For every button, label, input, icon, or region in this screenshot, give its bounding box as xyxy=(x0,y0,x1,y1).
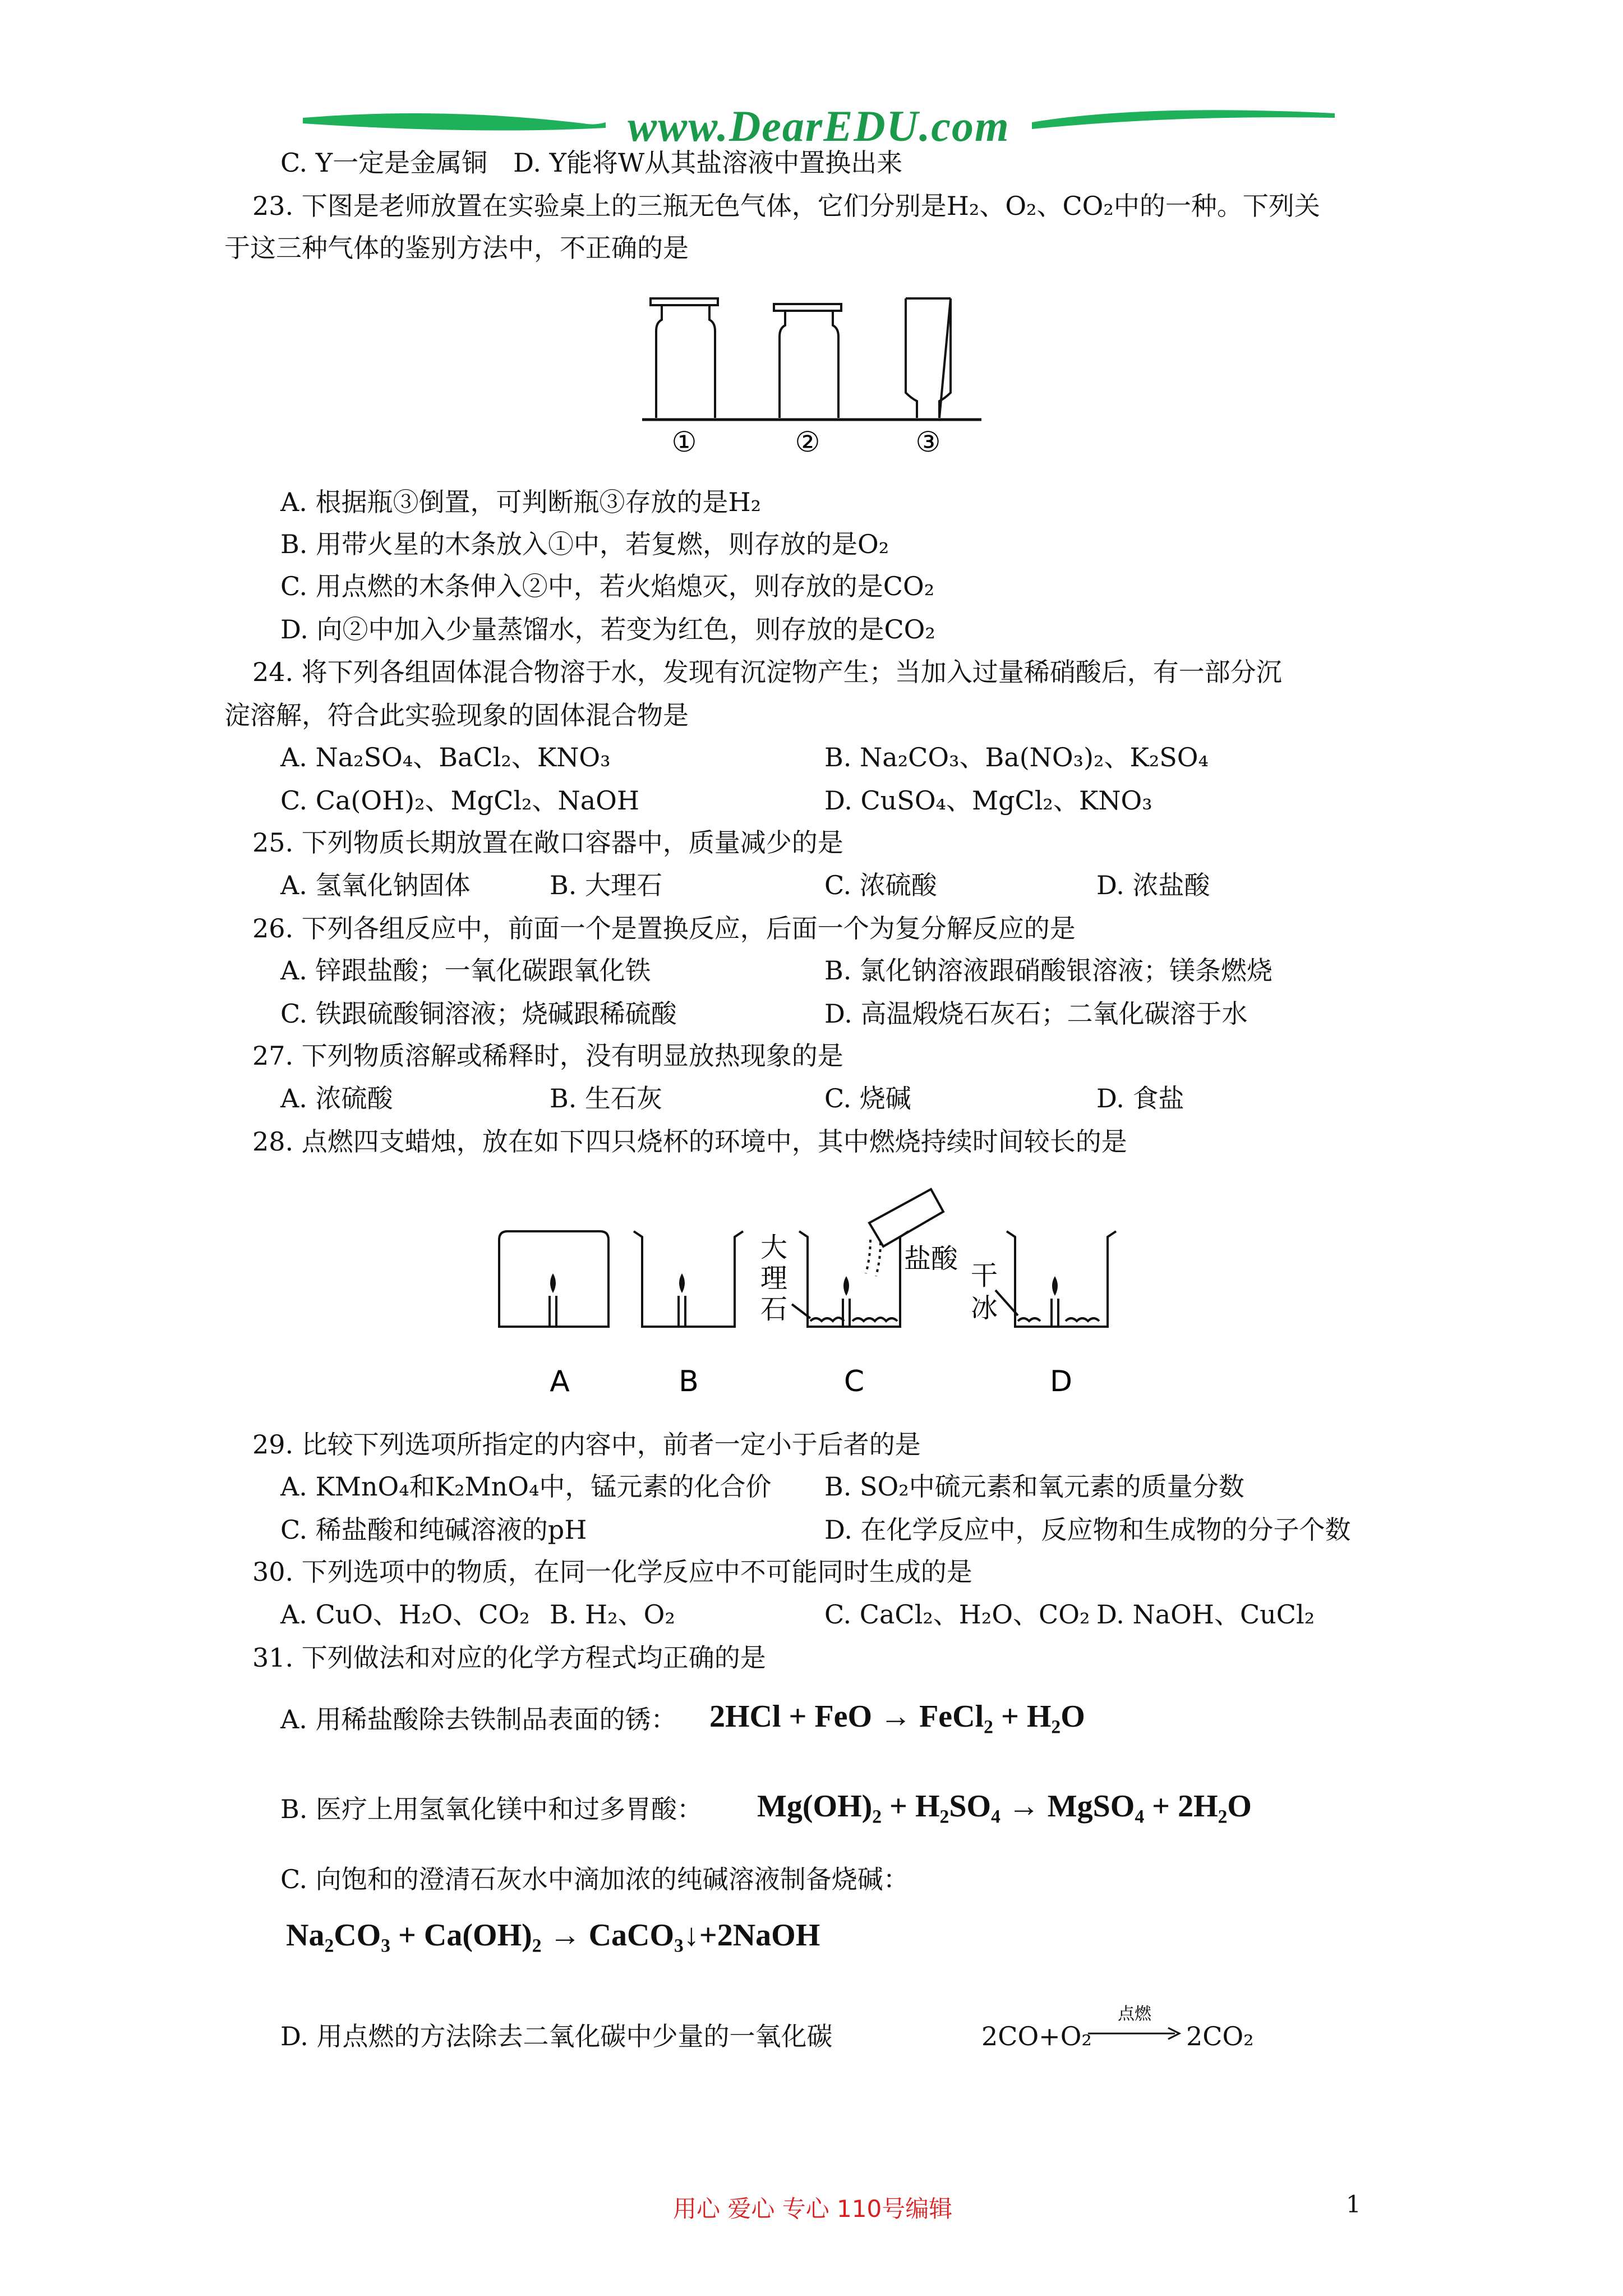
q26-stem: 26. 下列各组反应中，前面一个是置换反应，后面一个为复分解反应的是 xyxy=(252,913,1076,944)
beaker-label-c: C xyxy=(843,1365,865,1398)
q24-option-b: B. Na₂CO₃、Ba(NO₃)₂、K₂SO₄ xyxy=(824,742,1209,772)
beaker-label-b: B xyxy=(679,1365,699,1398)
footer-text: 用心 爱心 专心 110号编辑 xyxy=(673,2195,953,2223)
q27-option-b: B. 生石灰 xyxy=(550,1083,663,1114)
q26-option-d: D. 高温煅烧石灰石；二氧化碳溶于水 xyxy=(824,999,1248,1029)
q26-option-b: B. 氯化钠溶液跟硝酸银溶液；镁条燃烧 xyxy=(824,955,1273,986)
q23-option-c: C. 用点燃的木条伸入②中，若火焰熄灭，则存放的是CO₂ xyxy=(280,571,935,601)
q26-option-a: A. 锌跟盐酸；一氧化碳跟氧化铁 xyxy=(280,955,651,986)
q23-option-a: A. 根据瓶③倒置，可判断瓶③存放的是H₂ xyxy=(280,487,762,517)
q29-option-c: C. 稀盐酸和纯碱溶液的pH xyxy=(280,1515,587,1545)
page-number: 1 xyxy=(1346,2191,1361,2218)
bottle-label-1: ① xyxy=(671,426,697,458)
q31-option-b: B. 医疗上用氢氧化镁中和过多胃酸： xyxy=(280,1794,703,1824)
q25-option-b: B. 大理石 xyxy=(550,870,663,900)
q27-option-c: C. 烧碱 xyxy=(824,1083,911,1114)
candle-beakers-figure xyxy=(488,1184,1138,1402)
reaction-arrow xyxy=(1085,2003,1183,2047)
q25-option-c: C. 浓硫酸 xyxy=(824,870,937,900)
q25-option-d: D. 浓盐酸 xyxy=(1096,870,1210,900)
q27-stem: 27. 下列物质溶解或稀释时，没有明显放热现象的是 xyxy=(252,1041,843,1071)
q26-option-c: C. 铁跟硫酸铜溶液；烧碱跟稀硫酸 xyxy=(280,999,677,1029)
q23-stem-1: 23. 下图是老师放置在实验桌上的三瓶无色气体，它们分别是H₂、O₂、CO₂中的一种。下列关 xyxy=(252,191,1320,221)
q25-option-a: A. 氢氧化钠固体 xyxy=(280,870,471,900)
q30-option-d: D. NaOH、CuCl₂ xyxy=(1096,1599,1315,1630)
reaction-condition-label: 点燃 xyxy=(1118,2004,1151,2024)
q30-option-c: C. CaCl₂、H₂O、CO₂ xyxy=(824,1599,1090,1630)
q30-stem: 30. 下列选项中的物质，在同一化学反应中不可能同时生成的是 xyxy=(252,1557,972,1587)
q31-equation-c: Na₂CO₃ + Ca(OH)₂ → CaCO₃↓+2NaOH xyxy=(286,1918,820,1953)
dryice-label-1: 干 xyxy=(970,1260,998,1291)
q24-stem-2: 淀溶解，符合此实验现象的固体混合物是 xyxy=(224,700,689,730)
q23-stem-2: 于这三种气体的鉴别方法中，不正确的是 xyxy=(224,233,689,263)
q29-option-a: A. KMnO₄和K₂MnO₄中，锰元素的化合价 xyxy=(280,1471,772,1502)
q31-equation-d-left: 2CO+O₂ xyxy=(981,2021,1092,2051)
q31-option-c: C. 向饱和的澄清石灰水中滴加浓的纯碱溶液制备烧碱： xyxy=(280,1864,909,1894)
bottle-label-2: ② xyxy=(795,426,820,458)
q31-option-a: A. 用稀盐酸除去铁制品表面的锈： xyxy=(280,1704,677,1734)
q24-option-a: A. Na₂SO₄、BaCl₂、KNO₃ xyxy=(280,742,611,772)
site-header xyxy=(303,101,1335,151)
q24-stem-1: 24. 将下列各组固体混合物溶于水，发现有沉淀物产生；当加入过量稀硝酸后，有一部分沉 xyxy=(252,657,1282,687)
gas-bottles-figure xyxy=(639,292,987,471)
q27-option-d: D. 食盐 xyxy=(1096,1083,1184,1114)
beaker-label-d: D xyxy=(1049,1365,1073,1398)
q29-stem: 29. 比较下列选项所指定的内容中，前者一定小于后者的是 xyxy=(252,1429,921,1460)
dryice-label-2: 冰 xyxy=(970,1292,998,1324)
site-logo-text: www.DearEDU.com xyxy=(628,102,1010,150)
q30-option-a: A. CuO、H₂O、CO₂ xyxy=(280,1599,530,1630)
q24-option-d: D. CuSO₄、MgCl₂、KNO₃ xyxy=(824,785,1152,816)
q28-stem: 28. 点燃四支蜡烛，放在如下四只烧杯的环境中，其中燃烧持续时间较长的是 xyxy=(252,1126,1127,1157)
q29-option-d: D. 在化学反应中，反应物和生成物的分子个数 xyxy=(824,1515,1351,1545)
marble-label-3: 石 xyxy=(760,1294,788,1325)
q24-option-c: C. Ca(OH)₂、MgCl₂、NaOH xyxy=(280,785,639,816)
q25-stem: 25. 下列物质长期放置在敞口容器中，质量减少的是 xyxy=(252,827,843,858)
marble-label-2: 理 xyxy=(760,1263,788,1294)
q30-option-b: B. H₂、O₂ xyxy=(550,1599,675,1630)
q31-option-d: D. 用点燃的方法除去二氧化碳中少量的一氧化碳 xyxy=(280,2021,833,2051)
q23-option-b: B. 用带火星的木条放入①中，若复燃，则存放的是O₂ xyxy=(280,529,889,559)
q27-option-a: A. 浓硫酸 xyxy=(280,1083,393,1114)
q23-option-d: D. 向②中加入少量蒸馏水，若变为红色，则存放的是CO₂ xyxy=(280,614,935,645)
q29-option-b: B. SO₂中硫元素和氧元素的质量分数 xyxy=(824,1471,1244,1502)
q31-equation-b: Mg(OH)₂ + H₂SO₄ → MgSO₄ + 2H₂O xyxy=(757,1789,1252,1824)
q31-equation-d-right: 2CO₂ xyxy=(1186,2021,1254,2051)
bottle-label-3: ③ xyxy=(915,426,941,458)
q31-stem: 31. 下列做法和对应的化学方程式均正确的是 xyxy=(252,1642,766,1673)
marble-label-1: 大 xyxy=(760,1232,788,1263)
q22-option-cd: C. Y一定是金属铜 D. Y能将W从其盐溶液中置换出来 xyxy=(280,148,903,178)
q31-equation-a: 2HCl + FeO → FeCl₂ + H₂O xyxy=(709,1699,1085,1734)
beaker-label-a: A xyxy=(550,1365,570,1398)
acid-label: 盐酸 xyxy=(903,1243,958,1274)
